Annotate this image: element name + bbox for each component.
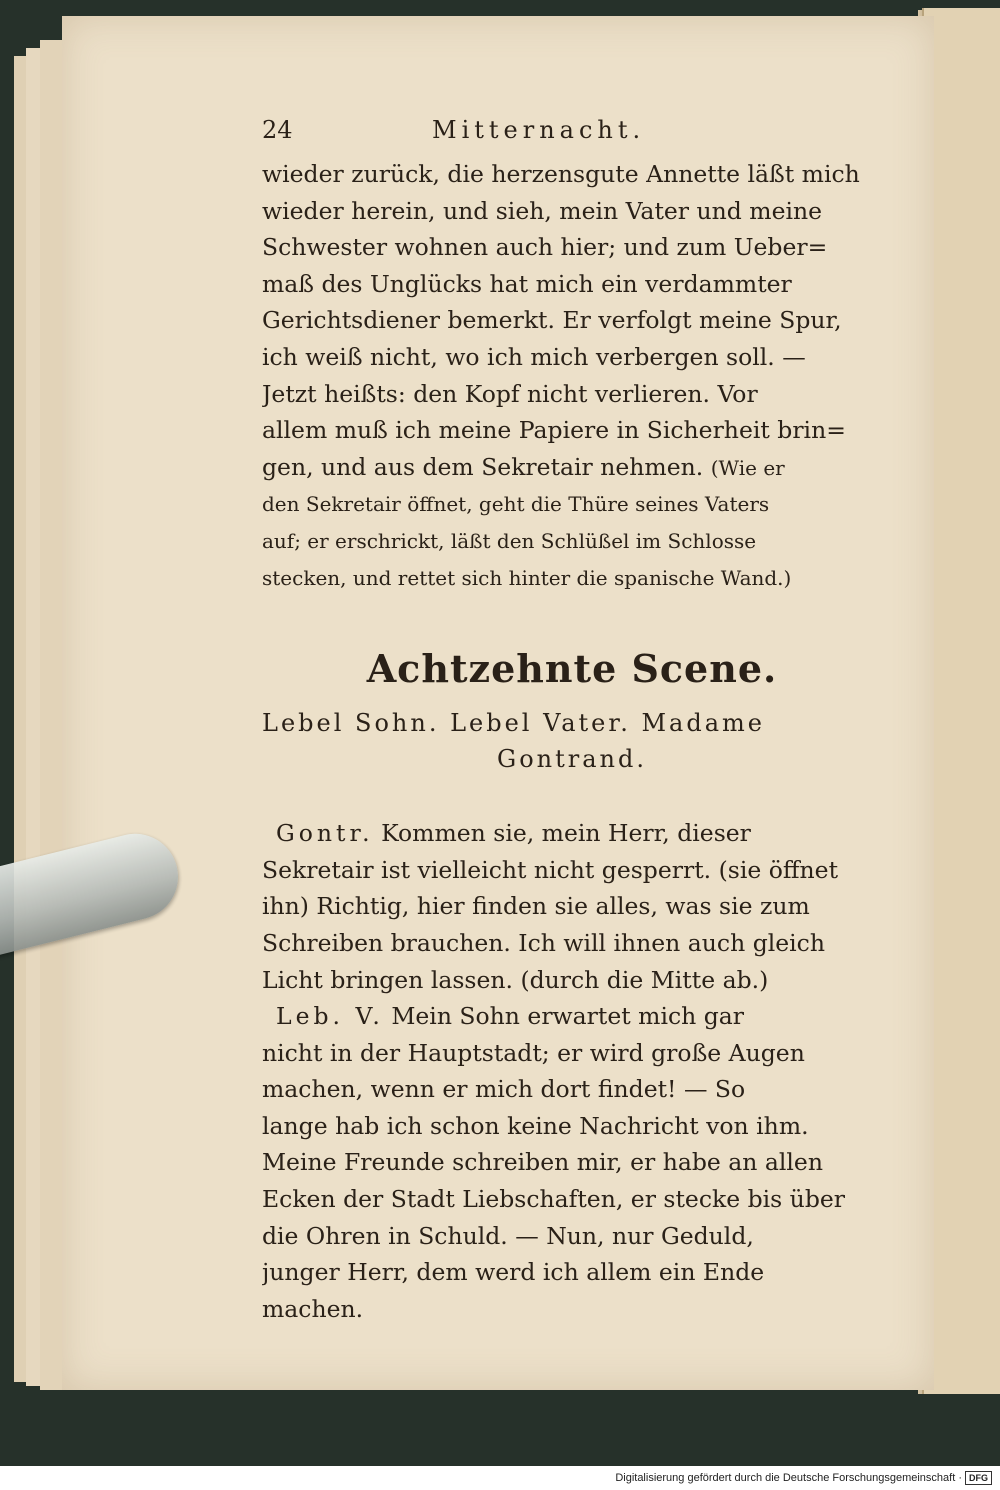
- character-list-line: Gontrand.: [497, 745, 647, 774]
- text-line: Schreiben brauchen. Ich will ihnen auch gleich: [262, 928, 825, 957]
- text-fragment: Kommen sie, mein Herr, dieser: [381, 819, 751, 848]
- text-line: wieder zurück, die herzensgute Annette läßt mich: [262, 160, 860, 188]
- text-line: Ecken der Stadt Liebschaften, er stecke bis über: [262, 1185, 846, 1214]
- dfg-logo: DFG: [965, 1471, 992, 1485]
- text-fragment: gen, und aus dem Sekretair nehmen.: [262, 452, 704, 481]
- speaker-name: Leb. V.: [276, 1002, 384, 1031]
- text-line: ihn) Richtig, hier finden sie alles, was sie zum: [262, 892, 810, 921]
- text-line: Meine Freunde schreiben mir, er habe an allen: [262, 1148, 823, 1177]
- text-line: [262, 998, 882, 1035]
- stage-direction: (Wie er: [710, 455, 785, 480]
- text-line: machen.: [262, 1294, 364, 1323]
- character-list: [262, 705, 882, 777]
- text-line: die Ohren in Schuld. — Nun, nur Geduld,: [262, 1221, 754, 1250]
- character-list-line: Lebel Sohn. Lebel Vater. Madame: [262, 709, 765, 738]
- text-line: nicht in der Hauptstadt; er wird große Augen: [262, 1038, 805, 1067]
- text-line: wieder herein, und sieh, mein Vater und meine: [262, 196, 823, 225]
- speaker-name: Gontr.: [276, 819, 374, 848]
- text-line: allem muß ich meine Papiere in Sicherheit brin=: [262, 416, 846, 445]
- text-line-with-direction: [262, 449, 882, 487]
- book-page: [62, 16, 934, 1390]
- text-line: Licht bringen lassen. (durch die Mitte ab.): [262, 965, 769, 994]
- text-line: [262, 815, 882, 852]
- page-text: [262, 116, 882, 1327]
- text-line: Schwester wohnen auch hier; und zum Ueber=: [262, 233, 828, 262]
- text-fragment: Mein Sohn erwartet mich gar: [391, 1002, 745, 1031]
- footer-text: Digitalisierung gefördert durch die Deutsche Forschungsgemeinschaft ·: [615, 1472, 962, 1484]
- text-line: junger Herr, dem werd ich allem ein Ende: [262, 1258, 765, 1287]
- text-line: ich weiß nicht, wo ich mich verbergen soll. —: [262, 342, 806, 371]
- stage-direction: auf; er erschrickt, läßt den Schlüßel im Schlosse: [262, 528, 757, 553]
- text-line: lange hab ich schon keine Nachricht von ihm.: [262, 1111, 809, 1140]
- page-header: [262, 116, 882, 156]
- speech-gontrand: [262, 815, 882, 998]
- text-line: maß des Unglücks hat mich ein verdammter: [262, 269, 792, 298]
- text-line: Gerichtsdiener bemerkt. Er verfolgt meine Spur,: [262, 306, 842, 335]
- opening-paragraph: [262, 156, 882, 596]
- stage-direction: den Sekretair öffnet, geht die Thüre seines Vaters: [262, 492, 770, 517]
- text-line: Jetzt heißts: den Kopf nicht verlieren. Vor: [262, 379, 758, 408]
- digitization-footer: [0, 1466, 1000, 1490]
- text-line: Sekretair ist vielleicht nicht gesperrt. (sie öffnet: [262, 855, 839, 884]
- page-number: 24: [262, 116, 293, 144]
- running-head: Mitternacht.: [432, 116, 646, 144]
- text-line: machen, wenn er mich dort findet! — So: [262, 1075, 746, 1104]
- speech-lebel-vater: [262, 998, 882, 1327]
- stage-direction: stecken, und rettet sich hinter die spanische Wand.): [262, 565, 792, 590]
- scene-title: Achtzehnte Scene.: [366, 646, 778, 692]
